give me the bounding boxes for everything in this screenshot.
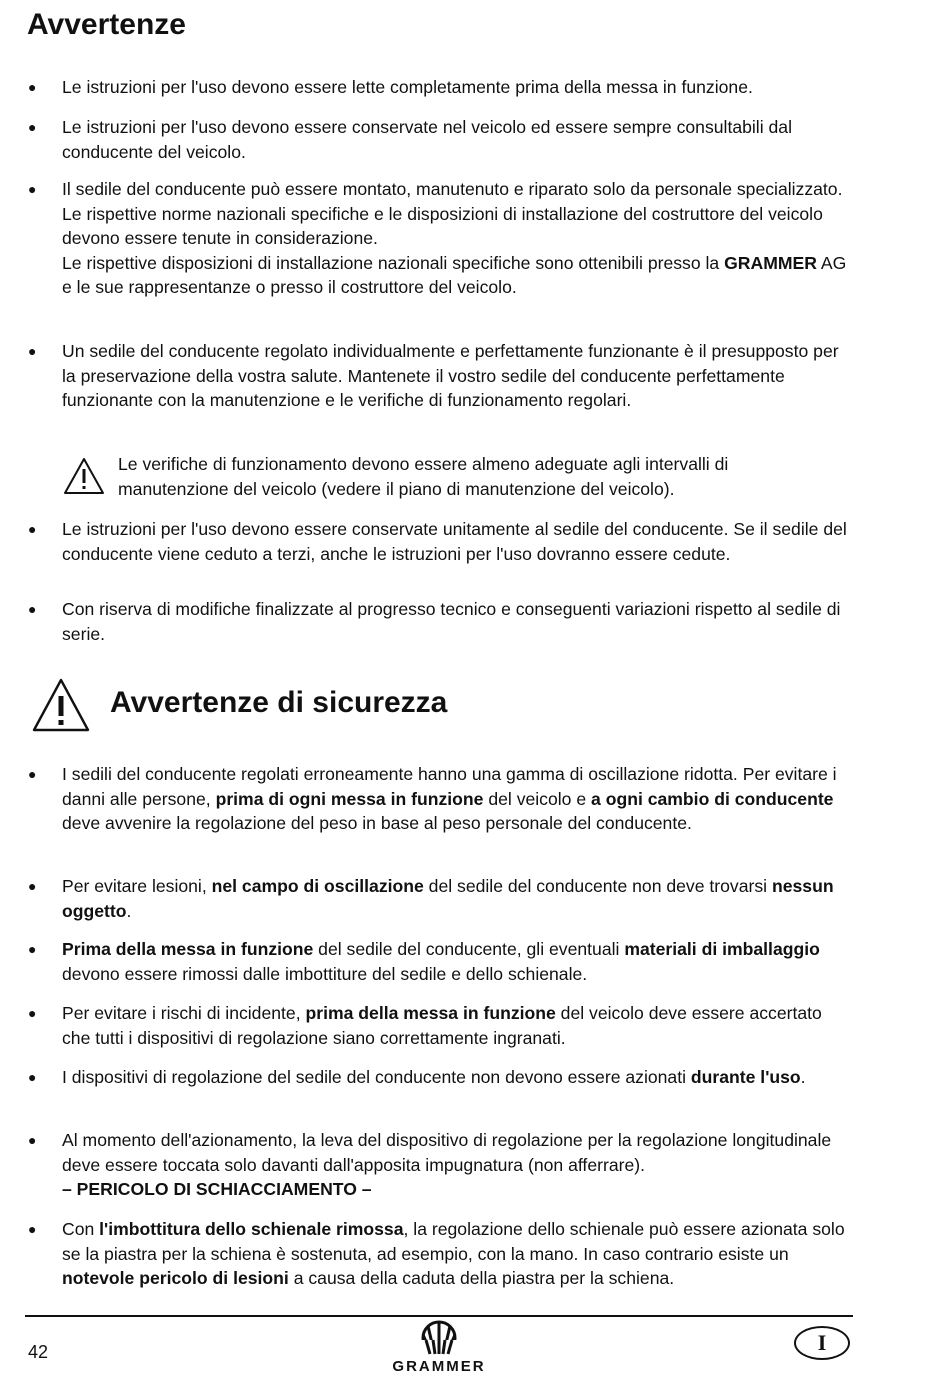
item-text: Le istruzioni per l'uso devono essere conservate unitamente al sedile del conducente. Se il sedile del conducente viene ceduto a terzi, anche le istruzioni per l'uso dovranno essere cedute.	[62, 519, 847, 564]
list-item: ● Con l'imbottitura dello schienale rimossa, la regolazione dello schienale può essere azionata solo se la piastra per la schiena è sostenuta, ad esempio, con la mano. In caso contrario esiste un notevole pericolo di lesioni a causa della caduta della piastra per la schiena.	[28, 1219, 845, 1289]
bullet: ●	[28, 1132, 37, 1148]
language-badge: I	[794, 1326, 850, 1360]
page-number: 42	[28, 1342, 49, 1362]
warning-text: Le verifiche di funzionamento devono essere almeno adeguate agli intervalli di manutenzione del veicolo (vedere il piano di manutenzione del veicolo).	[118, 454, 729, 499]
item-text: Un sedile del conducente regolato individualmente e perfettamente funzionante è il presupposto per la preservazione della vostra salute. Mantenete il vostro sedile del conducente perfettamente funzionante con la manutenzione e le verifiche di funzionamento regolari.	[62, 341, 839, 411]
list-item	[28, 177, 852, 300]
danger-notice: – PERICOLO DI SCHIACCIAMENTO –	[62, 1179, 372, 1200]
item-text: Le rispettive norme nazionali specifiche e le disposizioni di installazione del costruttore del veicolo devono essere tenute in considerazione.	[62, 203, 823, 249]
item-text: Le rispettive disposizioni di installazione nazionali specifiche sono ottenibili presso la GRAMMER AG e le sue rappresentanze o presso il costruttore del veicolo.	[62, 252, 847, 298]
warning-triangle-icon	[30, 676, 92, 734]
section-heading: Avvertenze di sicurezza	[110, 686, 448, 719]
list-item: ● I sedili del conducente regolati erroneamente hanno una gamma di oscillazione ridotta. Per evitare i danni alle persone, prima di ogni messa in funzione del veicolo e a ogni cambio di conducente deve avvenire la regolazione del peso in base al peso personale del conducente.	[28, 764, 837, 834]
bullet: ●	[28, 766, 37, 782]
item-text: Le istruzioni per l'uso devono essere lette completamente prima della messa in funzione.	[62, 77, 753, 97]
list-item	[28, 597, 852, 646]
bullet: ●	[28, 521, 37, 537]
list-item	[28, 115, 852, 164]
item-text: Con riserva di modifiche finalizzate al progresso tecnico e conseguenti variazioni rispetto al sedile di serie.	[62, 599, 841, 644]
list-item: ● I dispositivi di regolazione del sedile del conducente non devono essere azionati durante l'uso.	[62, 1065, 852, 1090]
bullet: ●	[28, 79, 37, 95]
logo-wordmark: GRAMMER	[392, 1358, 486, 1375]
list-item: ● Per evitare i rischi di incidente, prima della messa in funzione del veicolo deve essere accertato che tutti i dispositivi di regolazione siano correttamente ingranati.	[28, 1003, 822, 1048]
bullet: ●	[28, 181, 37, 197]
list-item	[28, 75, 852, 100]
bullet: ●	[28, 1221, 37, 1237]
item-text: Le istruzioni per l'uso devono essere conservate nel veicolo ed essere sempre consultabili dal conducente del veicolo.	[62, 117, 792, 162]
bullet: ●	[28, 601, 37, 617]
item-text: Il sedile del conducente può essere montato, manutenuto e riparato solo da personale specializzato.	[62, 179, 843, 199]
bullet: ●	[28, 941, 37, 957]
list-item: ● Al momento dell'azionamento, la leva del dispositivo di regolazione per la regolazione longitudinale deve essere toccata solo davanti dall'apposita impugnatura (non afferrare). – PERICOLO DI SCHIACCIAMENTO –	[62, 1128, 852, 1202]
list-item: ● Prima della messa in funzione del sedile del conducente, gli eventuali materiali di imballaggio devono essere rimossi dalle imbottiture del sedile e dello schienale.	[28, 939, 820, 984]
safety-section-header	[30, 676, 830, 740]
page-heading: Avvertenze	[27, 8, 186, 41]
list-item	[28, 339, 852, 413]
warning-triangle-icon	[62, 456, 106, 496]
bullet: ●	[28, 1069, 37, 1085]
bullet: ●	[28, 119, 37, 135]
list-item	[28, 517, 852, 566]
bullet: ●	[28, 878, 37, 894]
bullet: ●	[28, 1005, 37, 1021]
list-item: ● Per evitare lesioni, nel campo di oscillazione del sedile del conducente non deve trovarsi nessun oggetto.	[28, 876, 834, 921]
brand-name: GRAMMER	[724, 252, 817, 273]
grammer-logo	[380, 1318, 498, 1376]
footer-divider	[25, 1315, 853, 1317]
grammer-logo-icon	[416, 1320, 462, 1360]
bullet: ●	[28, 343, 37, 359]
